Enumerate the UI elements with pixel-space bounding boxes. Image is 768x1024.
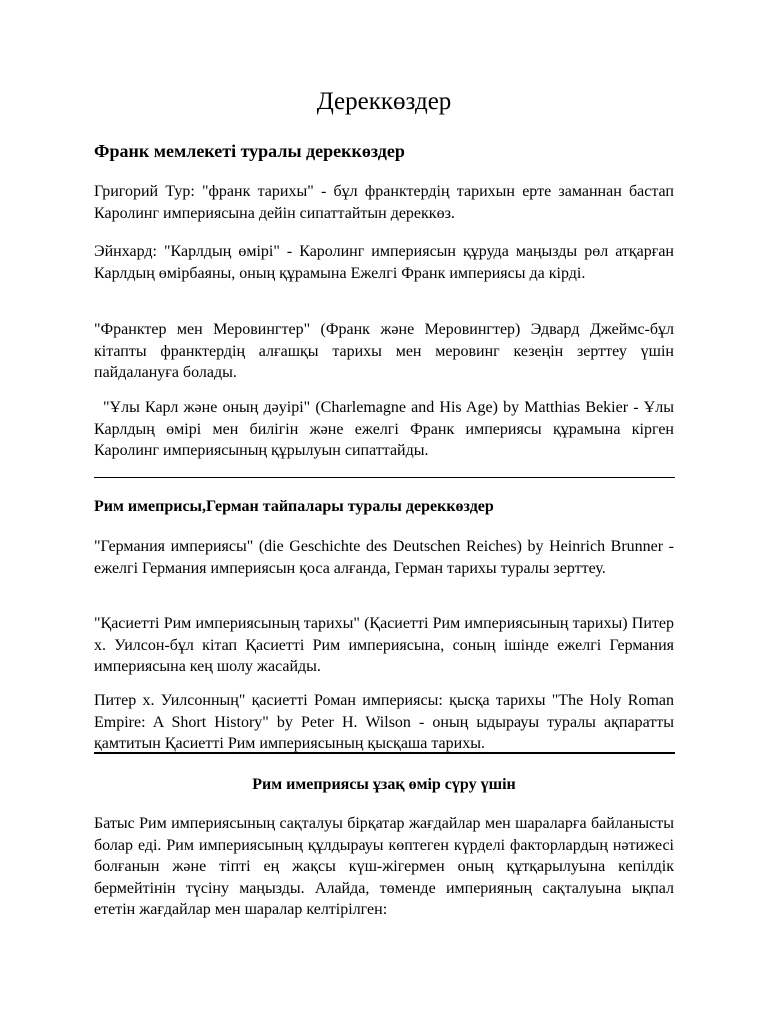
paragraph-german-empire-brunner: "Германия империясы" (die Geschichte des Deutschen Reiches) by Heinrich Brunner - ежелгі Германия империясын қоса алғанда, Герман тарихы туралы зерттеу. [94, 538, 674, 577]
section-heading-frank-state: Франк мемлекеті туралы дереккөздер [94, 141, 405, 161]
section-heading-roman-empire-survival: Рим имеприясы ұзақ өмір сүру үшін [252, 776, 516, 793]
paragraph-holy-roman-empire-history: "Қасиетті Рим империясының тарихы" (Қасиетті Рим империясының тарихы) Питер х. Уилсон-бұл кітап Қасиетті Рим империясына, соның ішінде ежелгі Германия империясына кең шолу жасайды. [94, 615, 674, 675]
paragraph-charlemagne-and-his-age: "Ұлы Карл және оның дәуірі" (Charlemagne and His Age) by Matthias Bekier - Ұлы Карлдың өмірі мен билігін және ежелгі Франк империясы құрамына кірген Каролинг империясының құрылуын сипаттайды. [94, 399, 674, 459]
paragraph-franks-and-merovingians: "Франктер мен Меровингтер" (Франк және Меровингтер) Эдвард Джеймс-бұл кітапты франктердің алғашқы тарихы мен меровинг кезеңін зерттеу үшін пайдалануға болады. [94, 321, 674, 381]
paragraph-einhard: Эйнхард: "Карлдың өмірі" - Каролинг империясын құруда маңызды рөл атқарған Карлдың өмірбаяны, оның құрамына Ежелгі Франк империясы да кірді. [94, 243, 674, 282]
page-title: Дереккөздер [316, 88, 452, 115]
paragraph-western-roman-empire-preservation: Батыс Рим империясының сақталуы бірқатар жағдайлар мен шараларға байланысты болар еді. Рим империясының құлдырауы көптеген күрделі факторлардың нәтижесі болғанын және тіпті ең жақсы күш-жігермен оның құтқарылуына кепілдік бермейтінін түсіну маңызды. Алайда, төменде империяның сақталуына ықпал ететін жағдайлар мен шаралар келтірілген: [94, 815, 674, 918]
paragraph-holy-roman-empire-short-history: Питер х. Уилсонның" қасиетті Роман империясы: қысқа тарихы "The Holy Roman Empire: A Short History" by Peter H. Wilson - оның ыдырауы туралы ақпаратты қамтитын Қасиетті Рим империясының қысқаша тарихы. [94, 692, 674, 752]
section-divider [94, 477, 675, 478]
section-divider-underline [94, 752, 675, 754]
section-heading-roman-empire-germanic-tribes: Рим имеприсы,Герман тайпалары туралы дереккөздер [94, 498, 494, 515]
paragraph-gregory-of-tours: Григорий Тур: "франк тарихы" - бұл франктердің тарихын ерте заманнан бастап Каролинг империясына дейін сипаттайтын дереккөз. [94, 183, 674, 222]
